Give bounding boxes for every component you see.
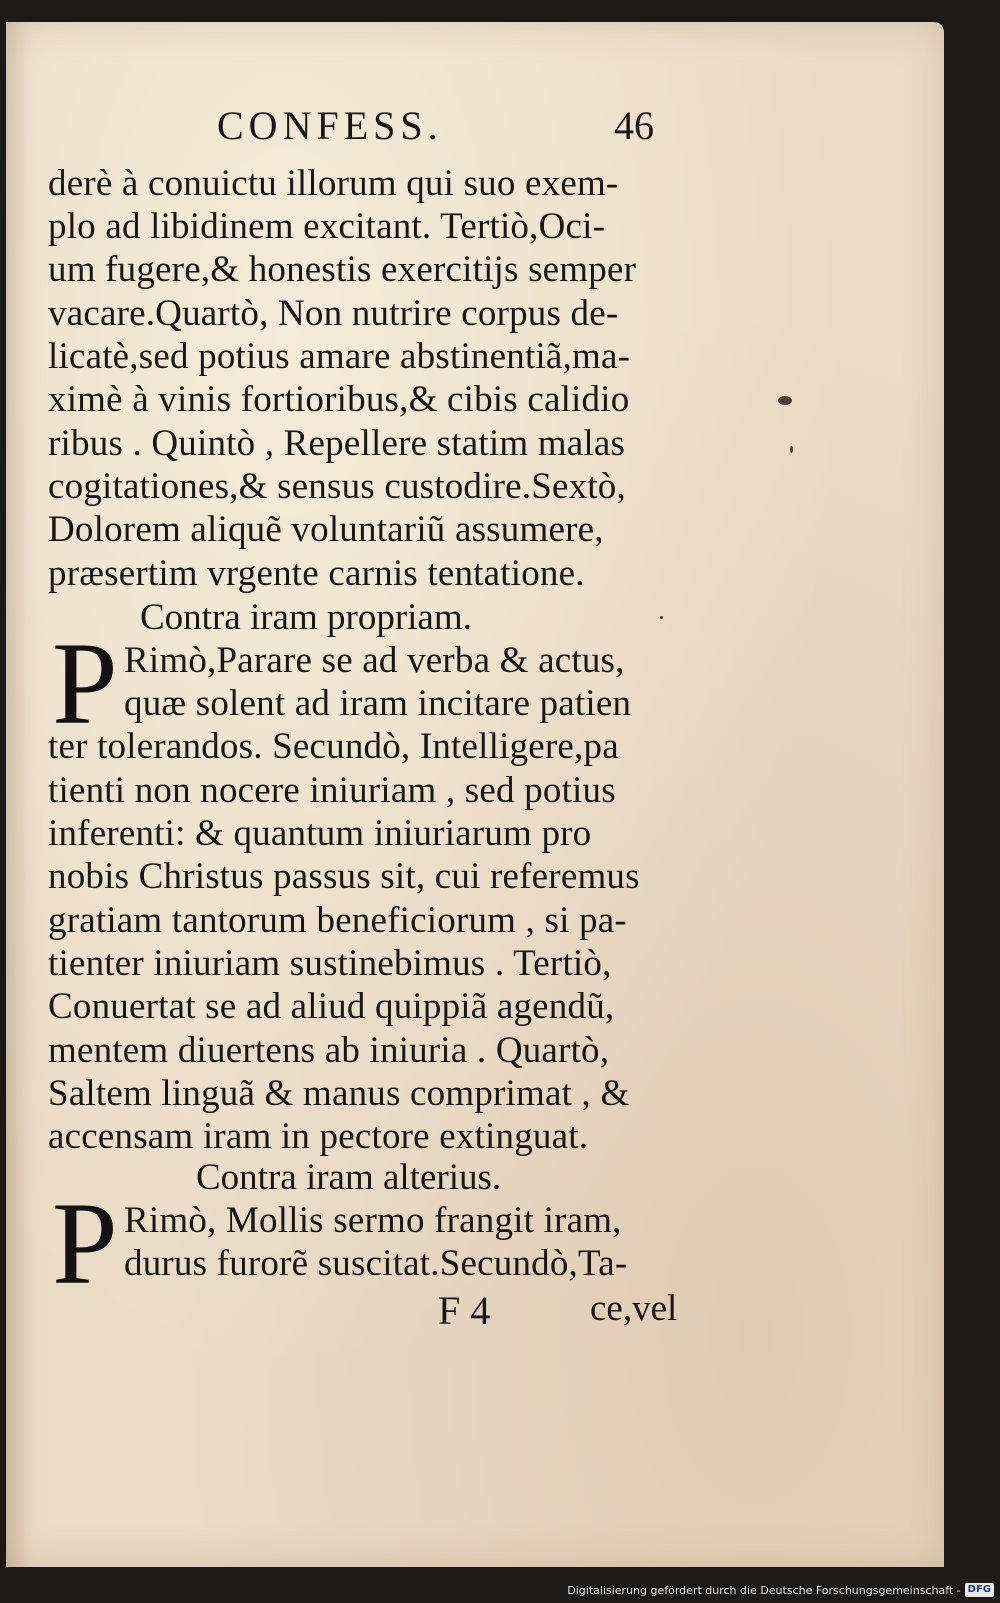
- book-page: [6, 22, 944, 1567]
- section-heading: Contra iram propriam.: [140, 597, 472, 638]
- section-heading: Contra iram alterius.: [196, 1157, 502, 1198]
- digitization-credit: [567, 1580, 994, 1600]
- text-line: tienter iniuriam sustinebimus . Tertiò,: [48, 943, 612, 984]
- ink-blemish: [660, 616, 663, 619]
- text-line: Rimò, Mollis sermo frangit iram,: [124, 1200, 622, 1241]
- text-line: præsertim vrgente carnis tentatione.: [48, 553, 585, 594]
- catchword: ce,vel: [590, 1288, 678, 1329]
- text-line: gratiam tantorum beneficiorum , si pa-: [48, 900, 627, 941]
- text-line: ter tolerandos. Secundò, Intelligere,pa: [48, 726, 619, 767]
- text-line: durus furorẽ suscitat.Secundò,Ta-: [124, 1243, 628, 1284]
- text-line: ribus . Quintò , Repellere statim malas: [48, 423, 626, 464]
- text-line: Saltem linguã & manus comprimat , &: [48, 1073, 630, 1114]
- running-head: CONFESS.: [217, 103, 443, 148]
- dfg-logo: DFG: [965, 1583, 994, 1597]
- text-line: Rimò,Parare se ad verba & actus,: [124, 640, 625, 681]
- text-line: derè à conuictu illorum qui suo exem-: [48, 163, 619, 204]
- drop-cap: P: [52, 1178, 118, 1309]
- text-line: licatè,sed potius amare abstinentiã,ma-: [48, 336, 631, 377]
- signature-mark: F 4: [438, 1288, 491, 1333]
- drop-cap: P: [52, 618, 118, 749]
- text-line: plo ad libidinem excitant. Tertiò,Oci-: [48, 206, 606, 247]
- ink-blemish: [790, 446, 793, 453]
- page-number: 46: [614, 103, 654, 148]
- text-line: Conuertat se ad aliud quippiã agendũ,: [48, 986, 615, 1027]
- text-line: um fugere,& honestis exercitijs semper: [48, 249, 637, 290]
- text-line: mentem diuertens ab iniuria . Quartò,: [48, 1030, 610, 1071]
- text-line: inferenti: & quantum iniuriarum pro: [48, 813, 592, 854]
- text-line: cogitationes,& sensus custodire.Sextò,: [48, 466, 626, 507]
- text-line: quæ solent ad iram incitare patien: [124, 683, 632, 724]
- ink-blemish: [778, 396, 792, 405]
- text-line: accensam iram in pectore extinguat.: [48, 1116, 589, 1157]
- text-line: Dolorem aliquẽ voluntariũ assumere,: [48, 509, 604, 550]
- text-line: nobis Christus passus sit, cui referemus: [48, 856, 640, 897]
- credit-text: Digitalisierung gefördert durch die Deutsche Forschungsgemeinschaft -: [567, 1583, 961, 1597]
- text-block: [6, 22, 944, 1567]
- text-line: vacare.Quartò, Non nutrire corpus de-: [48, 293, 619, 334]
- text-line: tienti non nocere iniuriam , sed potius: [48, 770, 616, 811]
- text-line: ximè à vinis fortioribus,& cibis calidio: [48, 379, 630, 420]
